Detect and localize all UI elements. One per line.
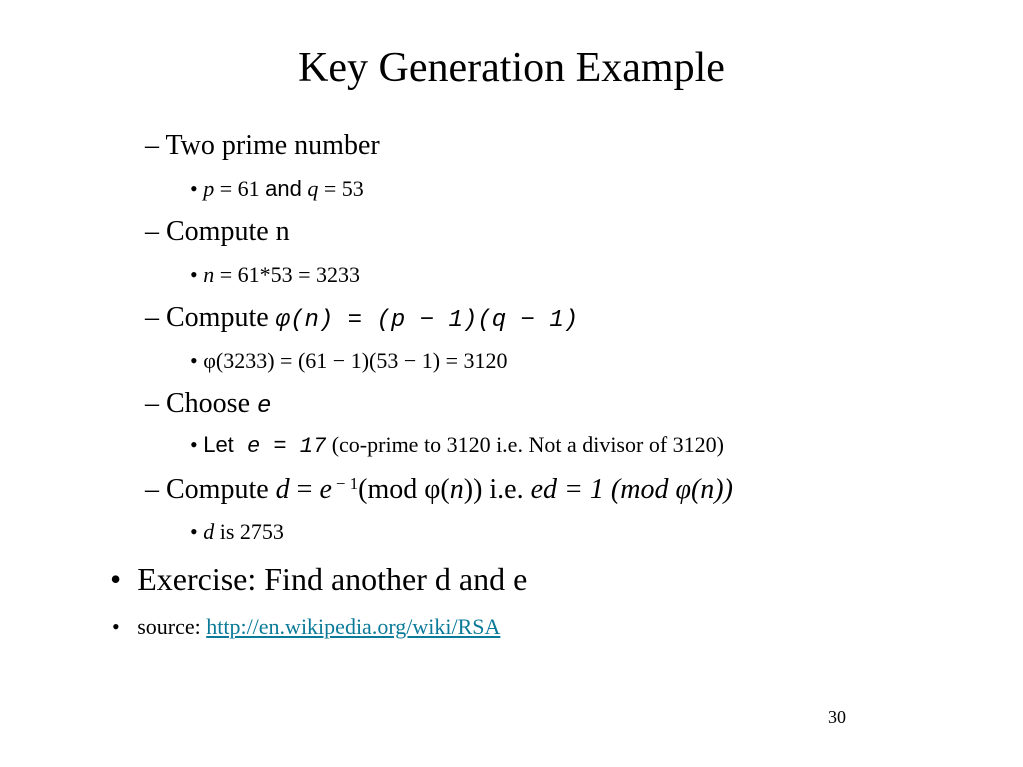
- bullet-d-value: [190, 518, 284, 546]
- n-expression: = 61*53 = 3233: [214, 262, 361, 287]
- d-value-text: is 2753: [214, 519, 284, 544]
- compute-n-text: Compute n: [166, 216, 290, 247]
- let-expression: e = 17: [233, 434, 327, 459]
- bullet-exercise: [110, 560, 527, 598]
- choose-var: e: [257, 393, 272, 420]
- ed-expression: ed = 1 (mod φ(n)): [530, 474, 733, 505]
- phi-value-text: φ(3233) = (61 − 1)(53 − 1) = 3120: [203, 348, 508, 373]
- d-var: d: [275, 474, 290, 505]
- bullet-compute-phi: [145, 301, 578, 338]
- let-note: (co-prime to 3120 i.e. Not a divisor of 3120): [326, 432, 724, 457]
- e-var: e: [319, 474, 332, 505]
- bullet-n-value: [190, 261, 360, 289]
- bullet-choose-e: [145, 387, 271, 424]
- page-number: 30: [828, 707, 846, 727]
- bullet-two-primes: [145, 129, 380, 163]
- dot-marker: •: [110, 561, 122, 597]
- and-text: and: [265, 176, 302, 201]
- compute-d-label: Compute: [166, 474, 276, 505]
- bullet-pq: [190, 175, 364, 203]
- q-var: q: [307, 176, 319, 201]
- bullet-phi-value: [190, 347, 508, 375]
- dot-marker: •: [112, 614, 120, 639]
- p-value: = 61: [214, 176, 266, 201]
- bullet-compute-d: [145, 473, 733, 507]
- dot-marker: •: [190, 432, 198, 457]
- slide-title: Key Generation Example: [298, 45, 725, 91]
- p-var: p: [203, 176, 215, 201]
- source-label: source:: [137, 614, 207, 639]
- dash-marker: –: [145, 130, 159, 161]
- compute-phi-expression: φ(n) = (p − 1)(q − 1): [275, 307, 579, 334]
- inverse-exponent: − 1: [331, 473, 359, 493]
- q-value: = 53: [318, 176, 364, 201]
- source-link[interactable]: http://en.wikipedia.org/wiki/RSA: [206, 614, 501, 639]
- dash-marker: –: [145, 474, 159, 505]
- bullet-compute-n: [145, 215, 290, 249]
- mod-open: (mod φ(: [358, 474, 450, 505]
- dash-marker: –: [145, 216, 159, 247]
- let-label: Let: [203, 432, 234, 457]
- two-primes-text: Two prime number: [165, 130, 380, 161]
- compute-phi-label: Compute: [166, 302, 276, 333]
- d-equals: =: [289, 474, 320, 505]
- bullet-source: [112, 613, 500, 641]
- n-var: n: [203, 262, 215, 287]
- dot-marker: •: [190, 519, 198, 544]
- dot-marker: •: [190, 262, 198, 287]
- choose-label: Choose: [166, 388, 257, 419]
- exercise-text: Exercise: Find another d and e: [137, 561, 528, 597]
- mod-close: )) i.e.: [463, 474, 531, 505]
- dash-marker: –: [145, 302, 159, 333]
- bullet-let-e: [190, 431, 724, 461]
- mod-n-var: n: [449, 474, 464, 505]
- dot-marker: •: [190, 176, 198, 201]
- dot-marker: •: [190, 348, 198, 373]
- dash-marker: –: [145, 388, 159, 419]
- d-value-var: d: [203, 519, 215, 544]
